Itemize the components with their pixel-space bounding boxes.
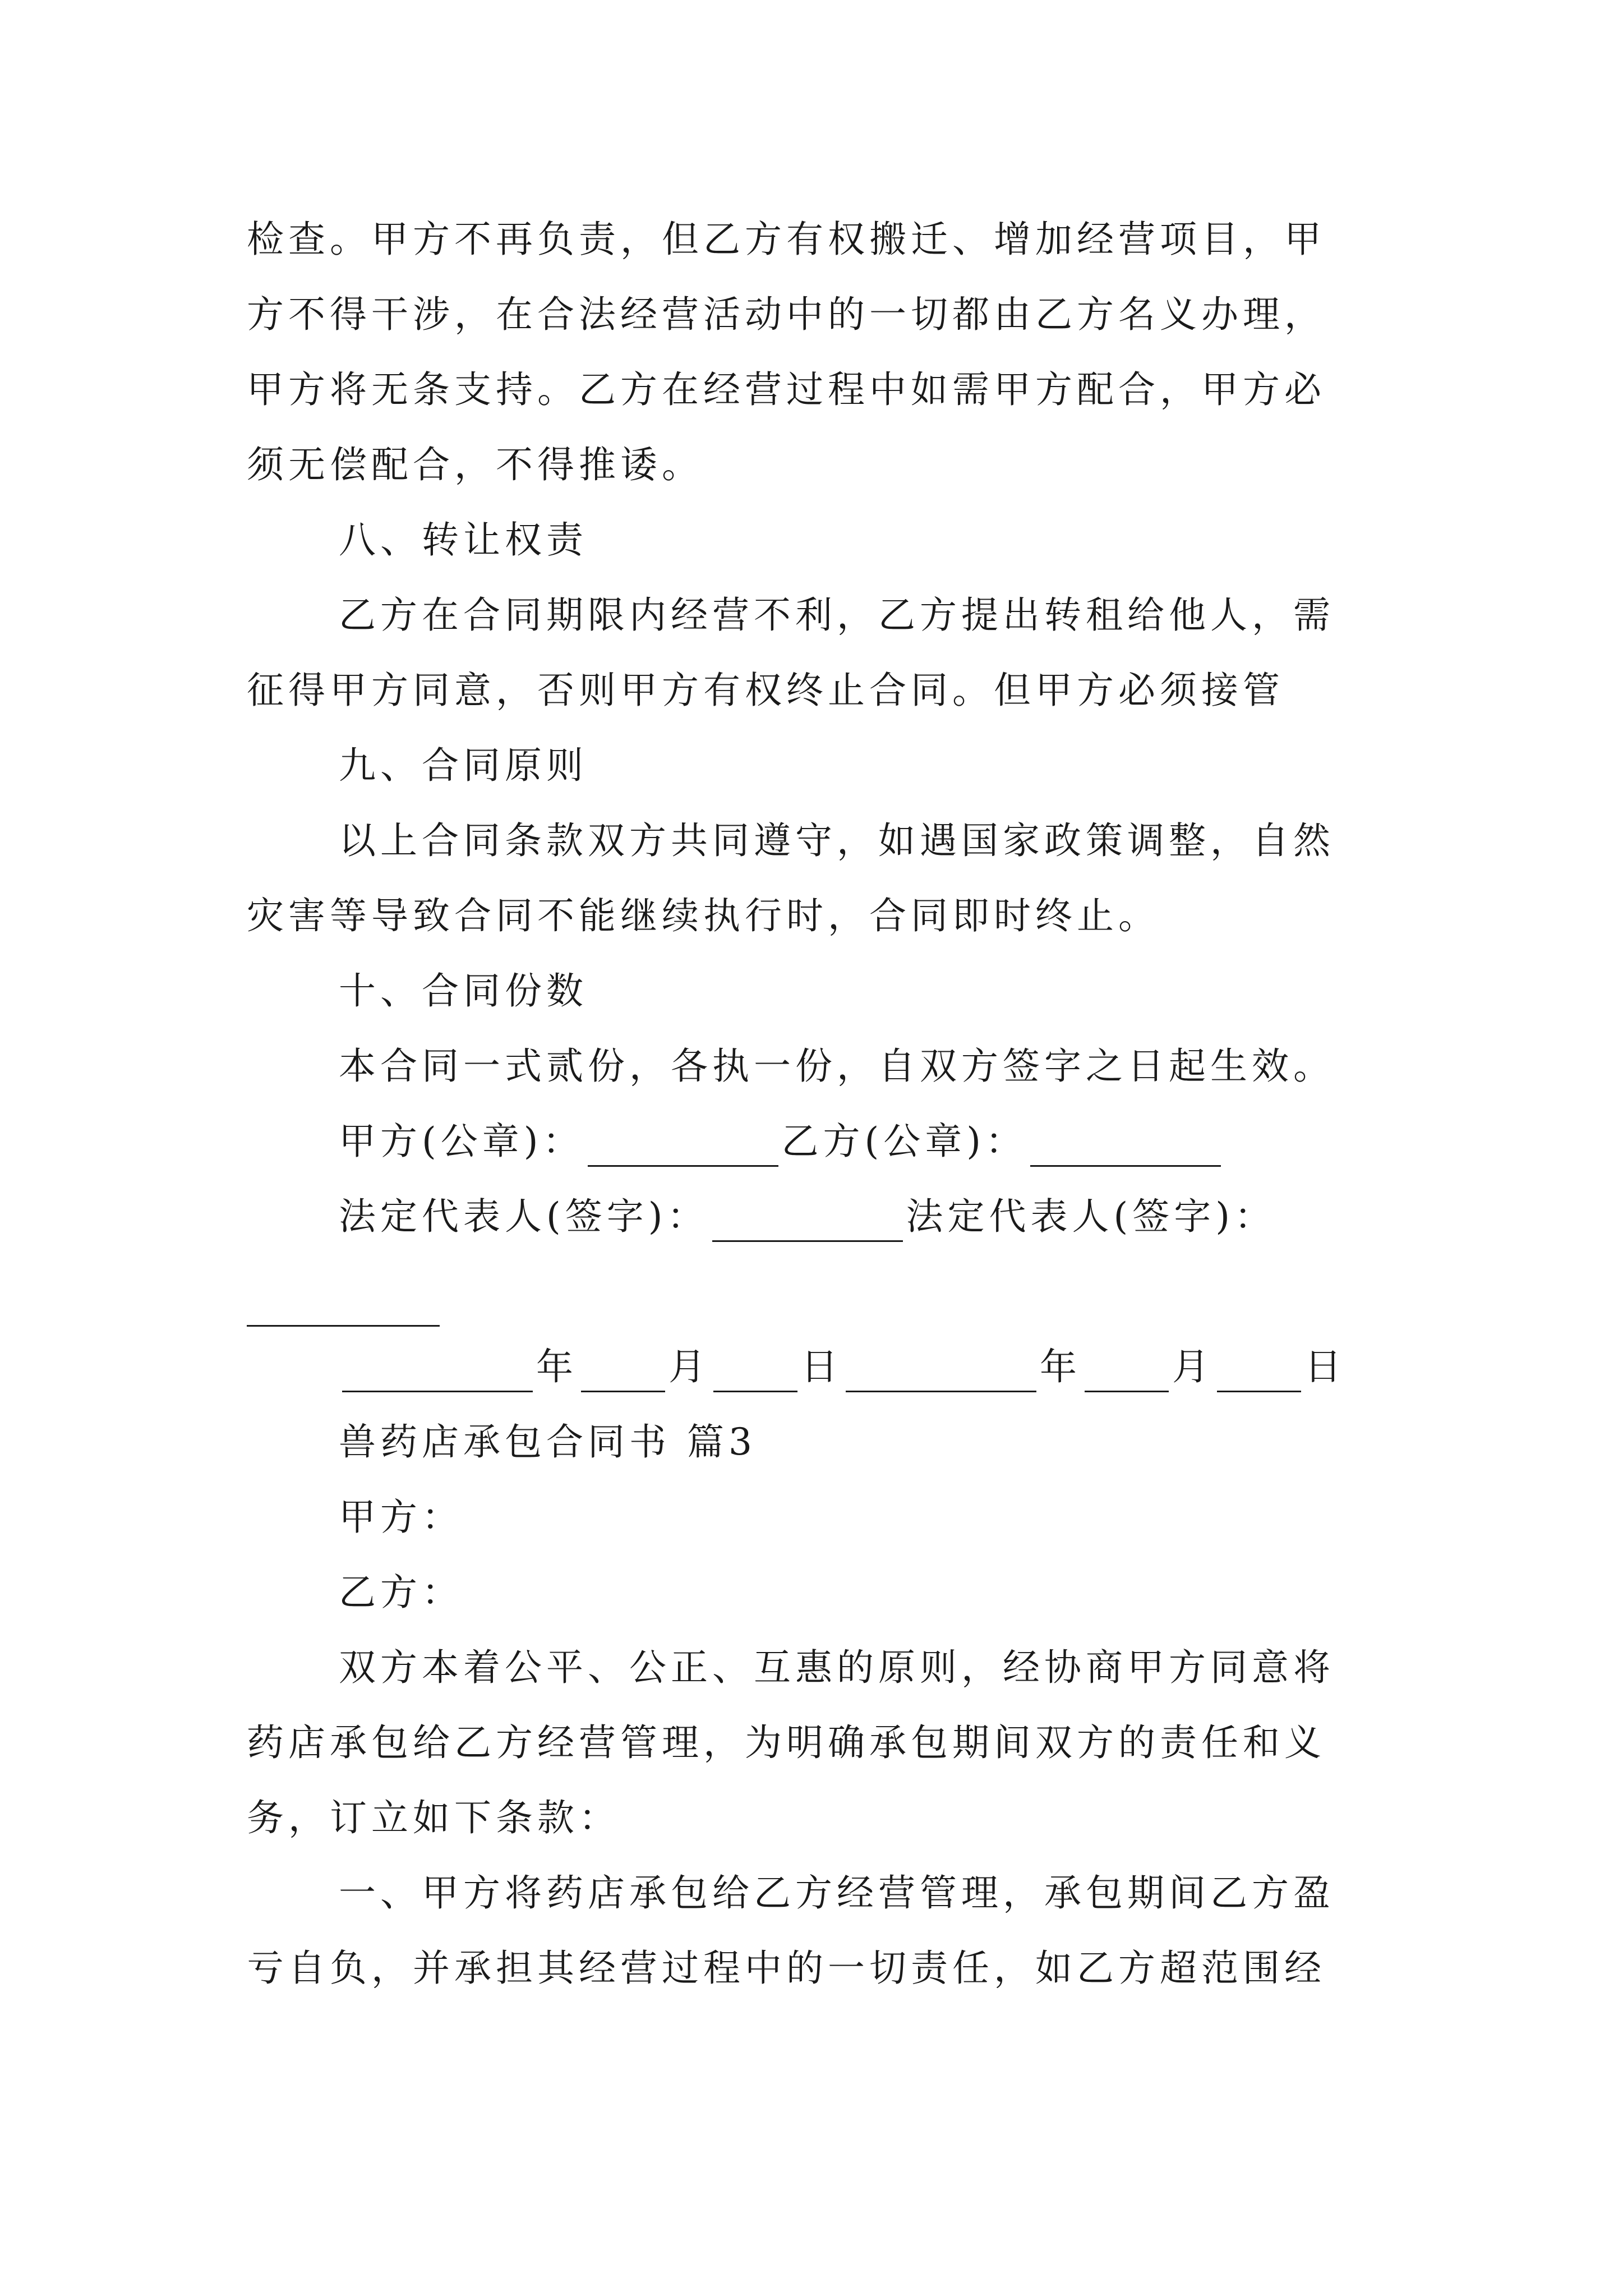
party-b-rep-label: 法定代表人(签字)： — [906, 1195, 1276, 1238]
month-blank-b — [1085, 1356, 1169, 1392]
document-title: 兽药店承包合同书 篇3 — [339, 1420, 757, 1464]
date-line — [339, 1342, 1404, 1392]
party-a-label: 甲方： — [339, 1496, 463, 1539]
year-blank-a — [342, 1356, 533, 1392]
paragraph-line: 以上合同条款双方共同遵守，如遇国家政策调整，自然 — [339, 819, 1335, 862]
year-label-a: 年 — [536, 1345, 578, 1388]
paragraph-line: 亏自负，并承担其经营过程中的一切责任，如乙方超范围经 — [247, 1947, 1326, 1990]
paragraph-line: 征得甲方同意，否则甲方有权终止合同。但甲方必须接管 — [247, 669, 1284, 712]
month-label-a: 月 — [668, 1345, 710, 1388]
signature-line-representative — [339, 1191, 1404, 1242]
party-a-seal-label: 甲方(公章)： — [339, 1120, 584, 1163]
party-b-rep-blank — [247, 1325, 440, 1327]
month-blank-a — [581, 1356, 665, 1392]
paragraph-line: 须无偿配合，不得推诿。 — [247, 443, 703, 486]
paragraph-line: 乙方在合同期限内经营不利，乙方提出转租给他人，需 — [339, 593, 1335, 637]
party-a-seal-blank — [588, 1130, 778, 1167]
section-heading: 八、转让权责 — [339, 518, 588, 562]
party-b-label: 乙方： — [339, 1571, 463, 1614]
paragraph-line: 甲方将无条支持。乙方在经营过程中如需甲方配合，甲方必 — [247, 368, 1326, 411]
paragraph-line: 药店承包给乙方经营管理，为明确承包期间双方的责任和义 — [247, 1721, 1326, 1764]
paragraph-line: 方不得干涉，在合法经营活动中的一切都由乙方名义办理， — [247, 293, 1326, 336]
section-heading: 十、合同份数 — [339, 969, 588, 1013]
section-heading: 九、合同原则 — [339, 744, 588, 787]
year-label-b: 年 — [1040, 1345, 1081, 1388]
paragraph-line: 灾害等导致合同不能继续执行时，合同即时终止。 — [247, 894, 1160, 937]
party-a-rep-label: 法定代表人(签字)： — [339, 1195, 709, 1238]
paragraph-line: 本合同一式贰份，各执一份，自双方签字之日起生效。 — [339, 1045, 1335, 1088]
paragraph-line: 一、甲方将药店承包给乙方经营管理，承包期间乙方盈 — [339, 1871, 1335, 1915]
party-b-seal-label: 乙方(公章)： — [781, 1120, 1027, 1163]
paragraph-line: 检查。甲方不再负责，但乙方有权搬迁、增加经营项目，甲 — [247, 218, 1326, 261]
day-label-b: 日 — [1304, 1345, 1346, 1388]
party-a-rep-blank — [712, 1205, 903, 1242]
day-blank-a — [713, 1356, 797, 1392]
year-blank-b — [846, 1356, 1036, 1392]
month-label-b: 月 — [1172, 1345, 1214, 1388]
party-b-seal-blank — [1030, 1130, 1221, 1167]
paragraph-line: 双方本着公平、公正、互惠的原则，经协商甲方同意将 — [339, 1646, 1335, 1689]
day-label-a: 日 — [801, 1345, 842, 1388]
paragraph-line: 务，订立如下条款： — [247, 1796, 620, 1839]
day-blank-b — [1217, 1356, 1301, 1392]
signature-line-seal — [339, 1116, 1404, 1167]
